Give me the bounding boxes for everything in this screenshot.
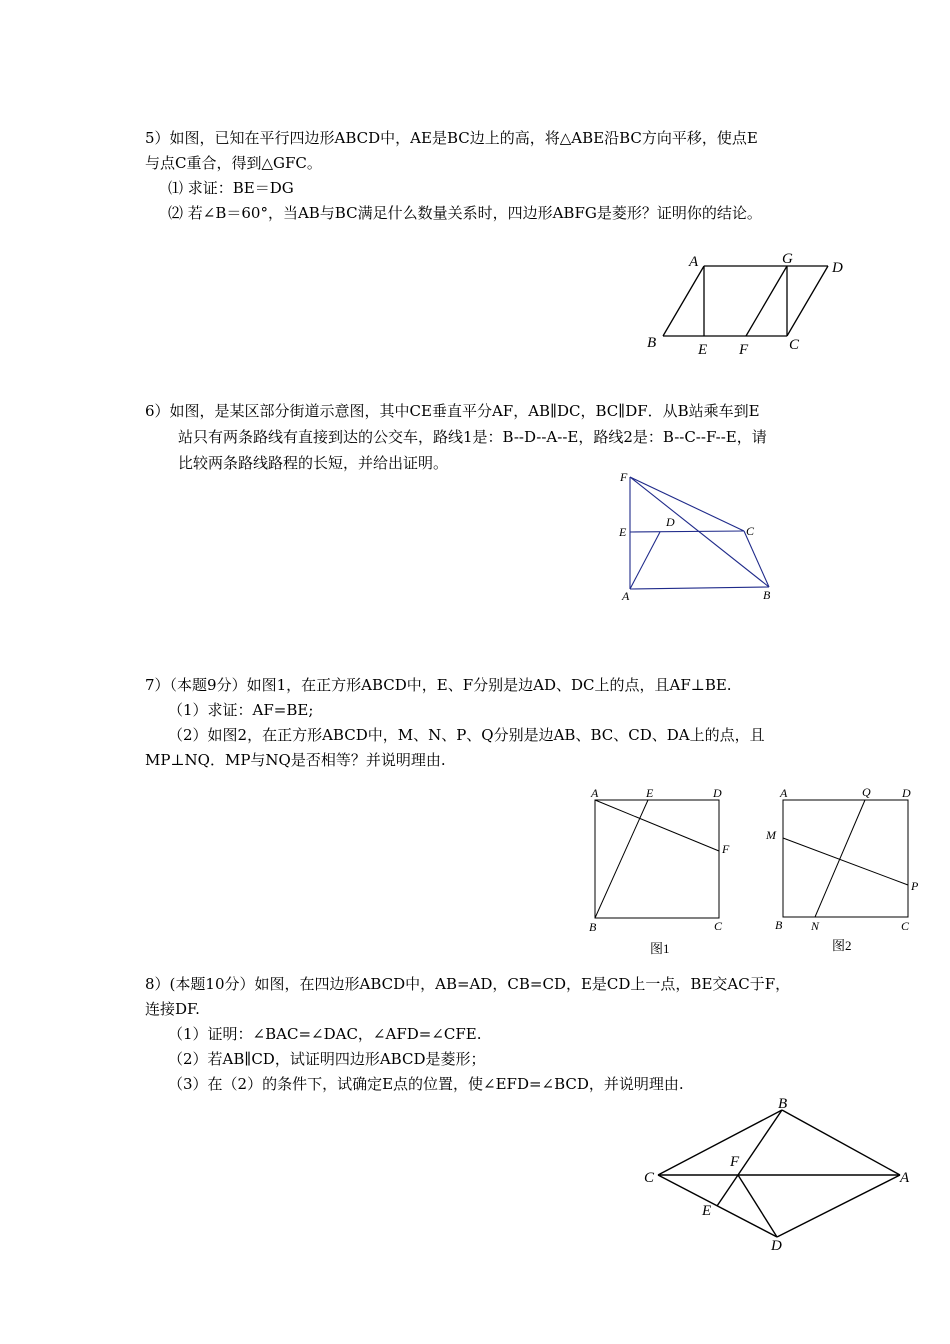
p6-line-1: 6）如图，是某区部分街道示意图，其中CE垂直平分AF，AB∥DC，BC∥DF．从B站乘车到E	[145, 402, 760, 420]
p8-label-c: C	[644, 1170, 655, 1186]
p7-part-1: （1）求证：AF=BE;	[168, 701, 314, 719]
p5-label-b: B	[647, 335, 657, 351]
fig2-label-c: C	[901, 919, 910, 933]
p5-label-g: G	[782, 251, 793, 267]
p6-figure	[610, 465, 790, 610]
fig2-label-a: A	[780, 786, 788, 800]
p8-label-d: D	[771, 1238, 782, 1254]
p7-part-2: （2）如图2，在正方形ABCD中，M、N、P、Q分别是边AB、BC、CD、DA上的点，且	[168, 726, 765, 744]
p5-label-e: E	[698, 342, 708, 358]
p5-label-d: D	[832, 260, 843, 276]
p6-label-d: D	[666, 515, 675, 529]
p5-figure	[630, 240, 860, 365]
fig2-caption: 图2	[832, 938, 852, 953]
fig2-label-b: B	[775, 918, 783, 932]
p6-label-f: F	[620, 470, 628, 484]
p8-label-f: F	[730, 1154, 740, 1170]
fig1-caption: 图1	[650, 941, 670, 956]
fig2-label-d: D	[902, 786, 911, 800]
p8-line-1: 8）(本题10分）如图，在四边形ABCD中，AB=AD，CB=CD，E是CD上一点，BE交AC于F，	[145, 975, 791, 993]
fig2-label-q: Q	[862, 785, 871, 799]
p6-label-a: A	[622, 589, 630, 603]
fig1-label-d: D	[713, 786, 722, 800]
fig1-label-b: B	[589, 920, 597, 934]
p5-line-1: 5）如图，已知在平行四边形ABCD中，AE是BC边上的高，将△ABE沿BC方向平移，使点E	[145, 129, 758, 147]
p8-part-2: （2）若AB∥CD，试证明四边形ABCD是菱形；	[168, 1050, 486, 1068]
p8-part-3: （3）在（2）的条件下，试确定E点的位置，使∠EFD=∠BCD，并说明理由.	[168, 1075, 684, 1093]
p5-line-2: 与点C重合，得到△GFC。	[145, 154, 322, 172]
p8-line-2: 连接DF.	[145, 1000, 200, 1018]
fig1-label-f: F	[722, 842, 730, 856]
p7-line-4: MP⊥NQ．MP与NQ是否相等？并说明理由.	[145, 751, 446, 769]
p5-part-1: ⑴ 求证：BE＝DG	[168, 179, 294, 197]
p5-label-c: C	[789, 337, 800, 353]
p8-figure	[630, 1090, 920, 1260]
p7-line-1: 7）（本题9分）如图1，在正方形ABCD中，E、F分别是边AD、DC上的点，且AF⊥BE.	[145, 676, 732, 694]
p6-label-c: C	[746, 524, 755, 538]
fig2-label-m: M	[766, 828, 776, 842]
fig1-label-e: E	[646, 786, 654, 800]
p6-label-e: E	[619, 525, 627, 539]
p8-label-b: B	[778, 1096, 788, 1112]
p6-label-b: B	[763, 588, 771, 602]
p6-line-3: 比较两条路线路程的长短，并给出证明。	[178, 454, 449, 472]
p5-label-f: F	[739, 342, 749, 358]
p8-part-1: （1）证明：∠BAC=∠DAC，∠AFD=∠CFE.	[168, 1025, 482, 1043]
fig2-label-p: P	[911, 879, 919, 893]
p7-figure-1	[580, 780, 740, 960]
fig1-label-a: A	[591, 786, 599, 800]
p5-part-2: ⑵ 若∠B＝60°，当AB与BC满足什么数量关系时，四边形ABFG是菱形？证明你的结论。	[168, 204, 762, 222]
fig2-label-n: N	[811, 919, 820, 933]
p6-line-2: 站只有两条路线有直接到达的公交车，路线1是：B--D--A--E，路线2是：B--C--F--E，请	[178, 428, 767, 446]
p5-label-a: A	[689, 254, 699, 270]
p7-figure-2	[760, 780, 930, 960]
p8-label-a: A	[900, 1170, 910, 1186]
p8-label-e: E	[702, 1203, 712, 1219]
fig1-label-c: C	[714, 919, 723, 933]
